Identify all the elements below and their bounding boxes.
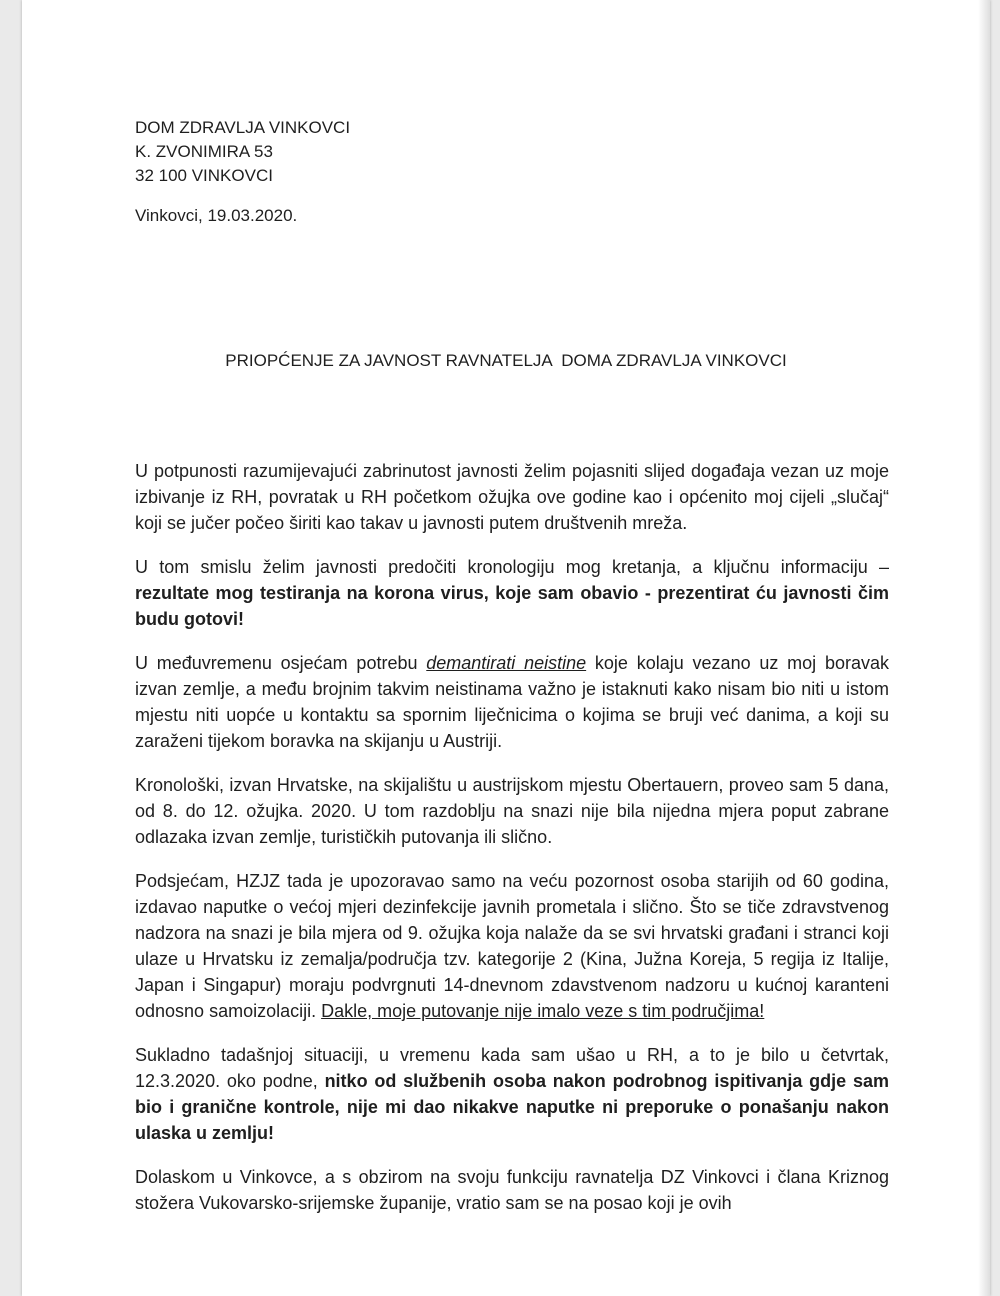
paragraph-4 (135, 772, 889, 850)
document-title: PRIOPĆENJE ZA JAVNOST RAVNATELJA DOMA ZDRAVLJA VINKOVCI (225, 351, 787, 370)
letter-date: Vinkovci, 19.03.2020. (135, 206, 298, 225)
underlined-text: Dakle, moje putovanje nije imalo veze s tim područjima! (321, 1001, 765, 1021)
paragraph-text: Dolaskom u Vinkovce, a s obzirom na svoju funkciju ravnatelja DZ Vinkovci i člana Kriznog stožera Vukovarsko-srijemske županije, vratio sam se na posao koji je ovih (135, 1167, 889, 1213)
address-line: DOM ZDRAVLJA VINKOVCI (135, 118, 351, 137)
paragraph-text: Podsjećam, HZJZ tada je upozoravao samo na veću pozornost osoba starijih od 60 godina, izdavao naputke o većoj mjeri dezinfekcije javnih prometala i slično. Što se tiče zdravstvenog nadzora na snazi je bila mjera od 9. ožujka koja nalaže da se svi hrvatski građani i stranci koji ulaze u Hrvatsku iz zemalja/područja tzv. kategorije 2 (Kina, Južna Koreja, 5 regija iz Italije, Japan i Singapur) moraju podvrgnuti 14-dnevnom zdavstvenom nadzoru u kućnoj karanteni odnosno samoizolaciji. (135, 871, 889, 1021)
paragraph-text: Kronološki, izvan Hrvatske, na skijalištu u austrijskom mjestu Obertauern, proveo sam 5 dana, od 8. do 12. ožujka. 2020. U tom razdoblju na snazi nije bila nijedna mjera poput zabrane odlazaka izvan zemlje, turističkih putovanja ili slično. (135, 775, 889, 847)
paragraph-1 (135, 458, 889, 536)
paragraph-5 (135, 868, 889, 1024)
address-line: K. ZVONIMIRA 53 (135, 142, 273, 161)
paragraph-7 (135, 1164, 889, 1216)
paragraph-6 (135, 1042, 889, 1146)
document-page (22, 0, 990, 1296)
paragraph-text: U međuvremenu osjećam potrebu (135, 653, 427, 673)
paragraph-text: U potpunosti razumijevajući zabrinutost javnosti želim pojasniti slijed događaja vezan uz moje izbivanje iz RH, povratak u RH početkom ožujka ove godine kao i općenito moj cijeli „slučaj“ koji se jučer počeo širiti kao takav u javnosti putem društvenih mreža. (135, 461, 889, 533)
paragraph-text: U tom smislu želim javnosti predočiti kronologiju mog kretanja, a ključnu informaciju – (135, 557, 889, 577)
paragraph-2 (135, 554, 889, 632)
address-line: 32 100 VINKOVCI (135, 166, 273, 185)
paragraph-text: Sukladno tadašnjoj situaciji, u vremenu kada sam ušao u RH, a to je bilo u četvrtak, 12.3.2020. oko podne, (135, 1045, 889, 1091)
letter-body (135, 458, 889, 1234)
paragraph-3 (135, 650, 889, 754)
sender-address (135, 116, 350, 188)
bold-text: nitko od službenih osoba nakon podrobnog ispitivanja gdje sam bio i granične kontrole, nije mi dao nikakve naputke ni preporuke o ponašanju nakon ulaska u zemlju! (135, 1071, 889, 1143)
paragraph-text: koje kolaju vezano uz moj boravak izvan zemlje, a među brojnim takvim neistinama važno je istaknuti kako nisam bio niti u istom mjestu niti uopće u kontaktu sa spornim liječnicima o kojima se bruji već danima, a koji su zaraženi tijekom boravka na skijanju u Austriji. (135, 653, 889, 751)
bold-text: rezultate mog testiranja na korona virus, koje sam obavio - prezentirat ću javnosti čim budu gotovi! (135, 583, 889, 629)
underlined-italic-text: demantirati neistine (426, 653, 587, 673)
